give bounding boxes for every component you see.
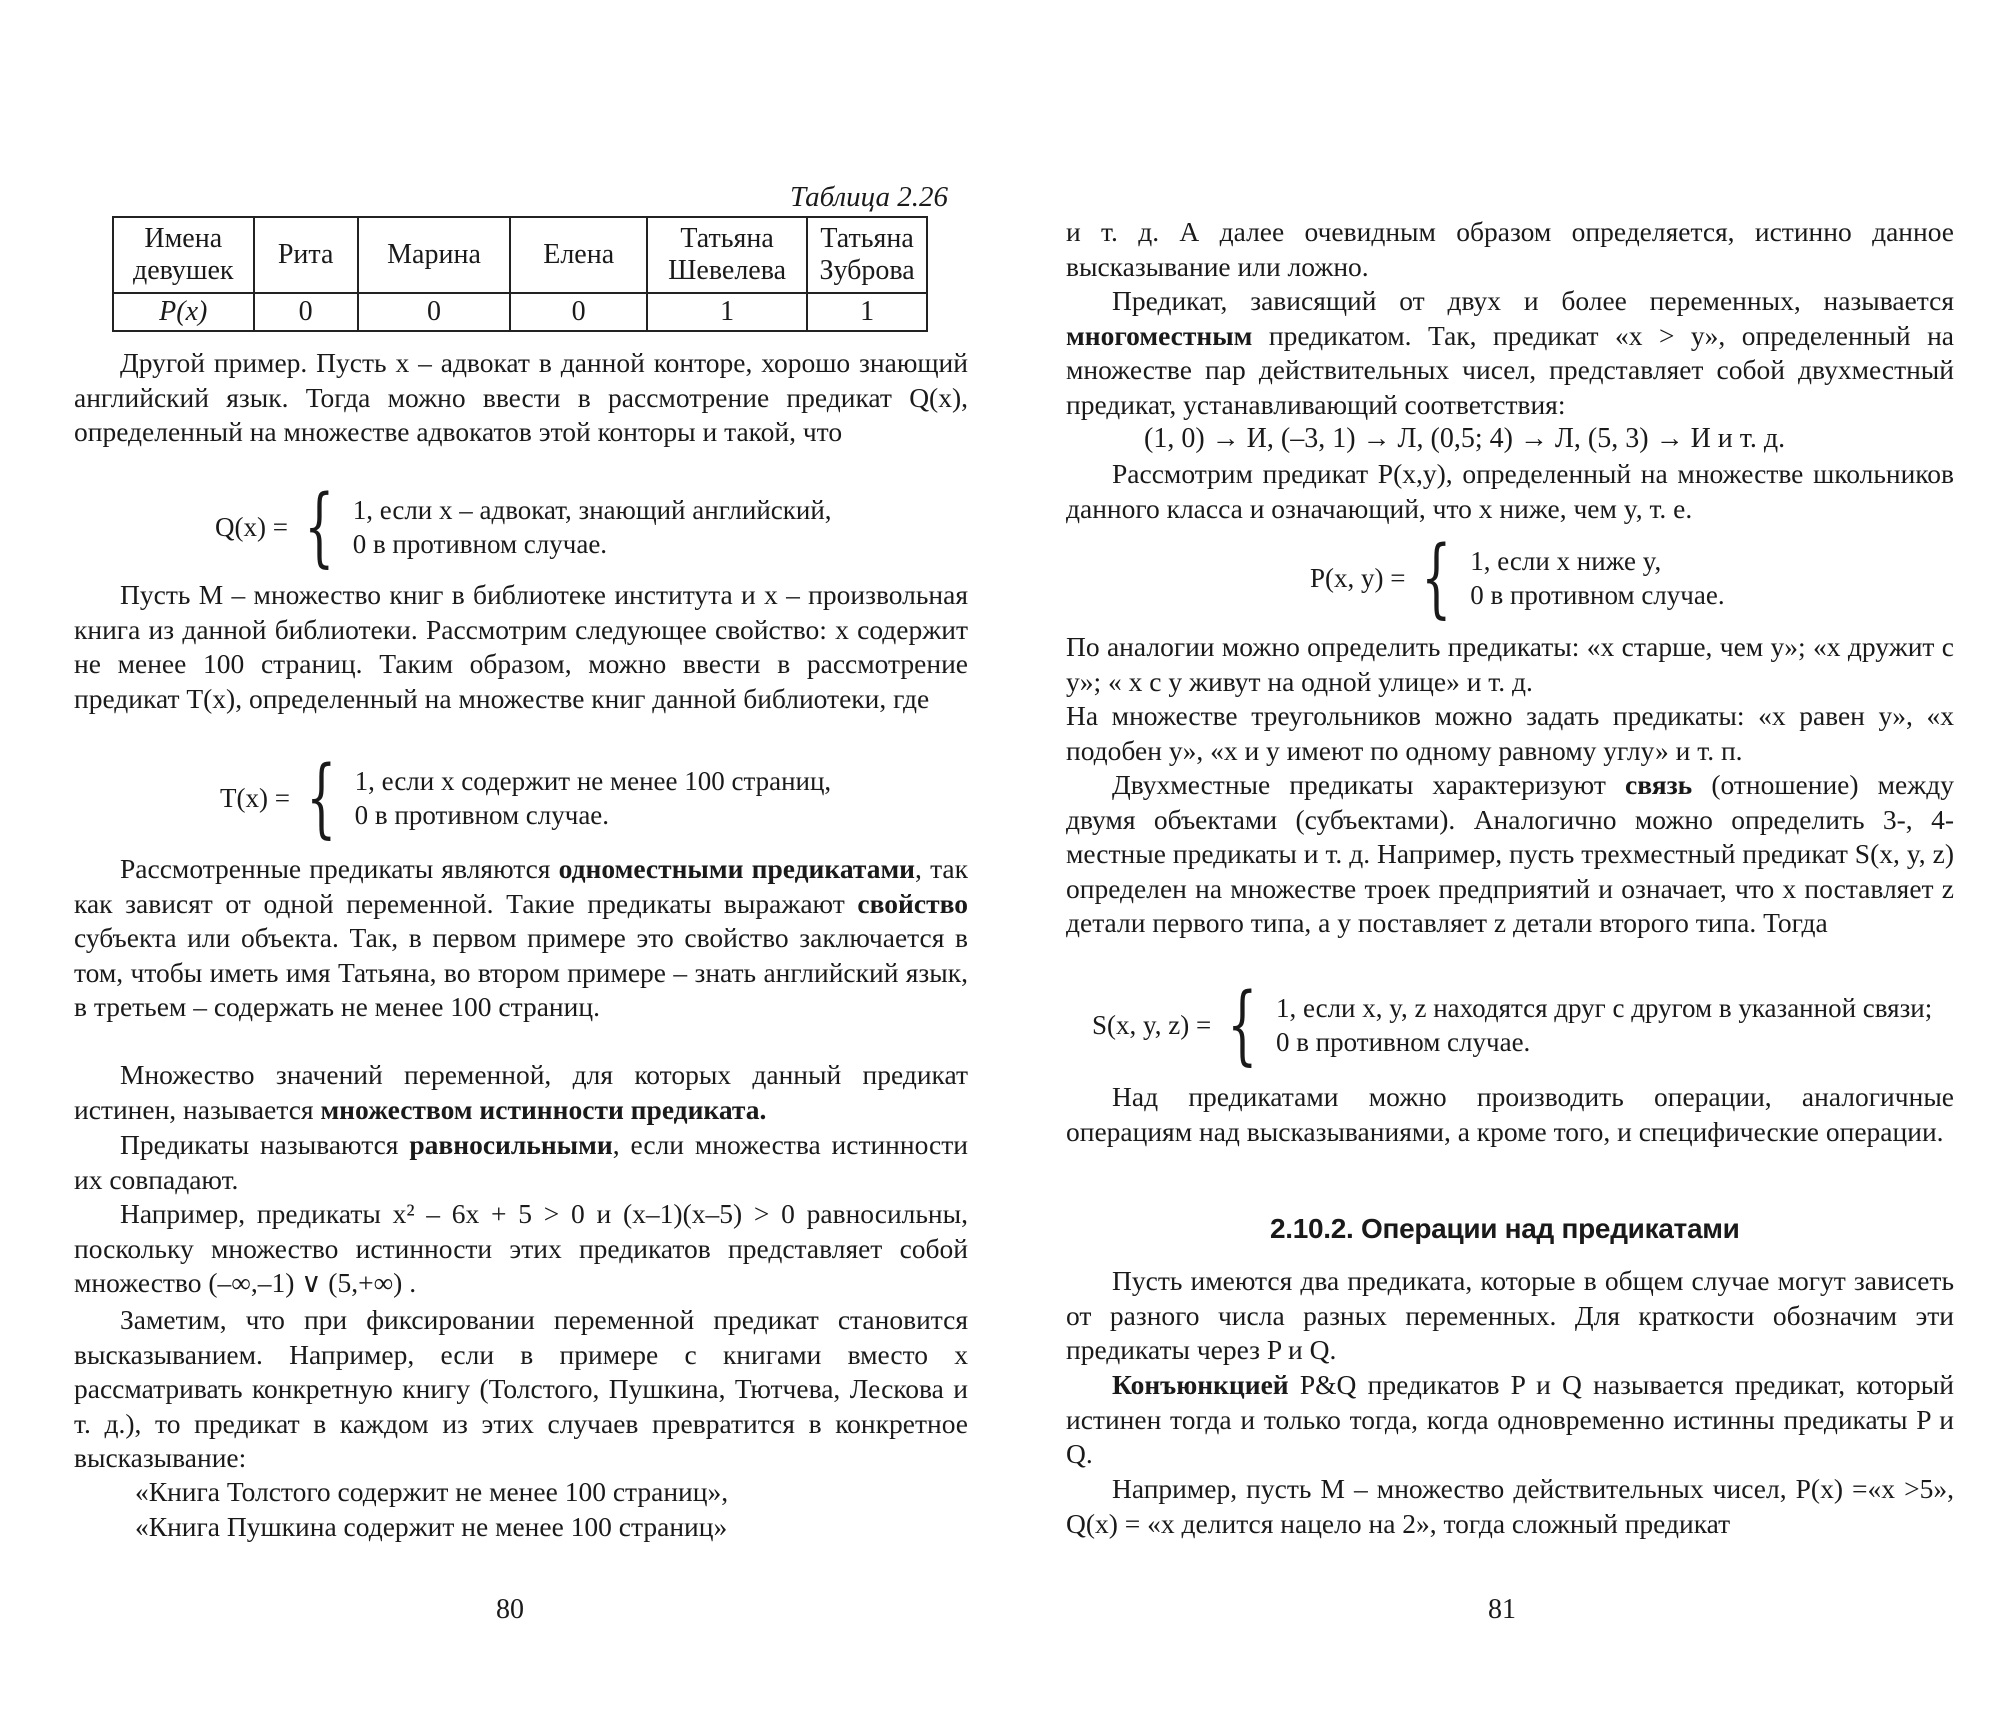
brace-icon: { bbox=[306, 748, 337, 848]
formula-case: 1, если x – адвокат, знающий английский, bbox=[352, 495, 832, 525]
bold-term: свойство bbox=[857, 887, 968, 919]
text-run: предикатом. Так, предикат «x > y», определенный на множестве пар действительных чисел, представляет собой двухместный предикат, устанавливающий соответствия: bbox=[1066, 319, 1955, 420]
paragraph bbox=[1066, 1368, 1954, 1472]
formula-case: 0 в противном случае. bbox=[354, 800, 610, 830]
paragraph bbox=[1066, 284, 1954, 422]
pairs-line: (1, 0) → И, (–3, 1) → Л, (0,5; 4) → Л, (5, 3) → И и т. д. bbox=[1144, 423, 1786, 454]
bold-term: Конъюнкцией bbox=[1112, 1369, 1289, 1400]
formula-q bbox=[215, 477, 832, 577]
table-cell: 0 bbox=[510, 293, 647, 331]
formula-cases bbox=[355, 764, 832, 832]
table-header-cell: Имена девушек bbox=[113, 217, 254, 293]
table-header-row bbox=[113, 217, 927, 293]
paragraph: По аналогии можно определить предикаты: «x старше, чем y»; «x дружит с y»; « x с y живут на одной улице» и т. д. bbox=[1066, 631, 1954, 697]
page-number: 81 bbox=[1488, 1594, 1516, 1625]
text-run: P&Q предикатов P и Q называется предикат, который истинен тогда и только тогда, когда одновременно истинны предикаты P и Q. bbox=[1066, 1369, 1954, 1469]
formula-s bbox=[1092, 975, 1933, 1075]
page-number: 80 bbox=[496, 1594, 524, 1625]
paragraph: Пусть имеются два предиката, которые в общем случае могут зависеть от разного числа разных переменных. Для краткости обозначим эти предикаты через P и Q. bbox=[1066, 1265, 1954, 1365]
paragraph: Рассмотрим предикат P(x,y), определенный на множестве школьников данного класса и означающий, что x ниже, чем y, т. е. bbox=[1066, 458, 1954, 524]
paragraph: Пусть M – множество книг в библиотеке института и x – произвольная книга из данной библиотеки. Рассмотрим следующее свойство: x содержит не менее 100 страниц. Таким образом, можно ввести в рассмотрение предикат T(x), определенный на множестве книг данной библиотеки, где bbox=[74, 579, 968, 714]
text-run: Двухместные предикаты характеризуют bbox=[1112, 769, 1606, 800]
bold-term: равносильными bbox=[409, 1129, 613, 1160]
paragraph bbox=[1066, 768, 1954, 941]
table-cell: 1 bbox=[807, 293, 927, 331]
paragraph: Над предикатами можно производить операции, аналогичные операциям над высказываниями, а кроме того, и специфические операции. bbox=[1066, 1081, 1954, 1147]
table-header-cell: Рита bbox=[254, 217, 358, 293]
brace-icon: { bbox=[1227, 975, 1258, 1075]
formula-cases bbox=[353, 493, 832, 561]
text-run: , если множества истинности их совпадают. bbox=[74, 1129, 968, 1195]
table-caption: Таблица 2.26 bbox=[790, 181, 948, 213]
formula-lhs: S(x, y, z) = bbox=[1092, 1010, 1212, 1040]
table-cell: 0 bbox=[254, 293, 358, 331]
quote-line: «Книга Толстого содержит не менее 100 страниц», bbox=[135, 1476, 729, 1507]
formula-case: 1, если x, y, z находятся друг с другом в указанной связи; bbox=[1275, 993, 1933, 1023]
formula-lhs: T(x) = bbox=[220, 783, 290, 813]
text-run: Множество значений переменной, для которых данный предикат истинен, называется bbox=[74, 1059, 968, 1125]
text-run: Предикат, зависящий от двух и более переменных, называется bbox=[1112, 285, 1954, 316]
section-heading: 2.10.2. Операции над предикатами bbox=[1270, 1213, 1740, 1244]
brace-icon: { bbox=[304, 477, 335, 577]
bold-term: связь bbox=[1625, 769, 1693, 800]
text-run: Предикаты называются bbox=[120, 1129, 399, 1160]
paragraph bbox=[74, 852, 968, 1025]
text-run: , так как зависят от одной переменной. Такие предикаты выражают bbox=[74, 853, 969, 919]
table-row-label: P(x) bbox=[113, 293, 254, 331]
paragraph bbox=[74, 1128, 968, 1197]
formula-case: 1, если x ниже y, bbox=[1470, 546, 1662, 576]
text-run: (отношение) между двумя объектами (субъектами). Аналогично можно определить 3-, 4-местные предикаты и т. д. Например, пусть трехместный предикат S(x, y, z) определен на множестве троек предприятий и означает, что x поставляет z детали первого типа, а y поставляет z детали второго типа. Тогда bbox=[1066, 769, 1954, 938]
right-page bbox=[1000, 0, 2000, 1715]
table-cell: 0 bbox=[358, 293, 511, 331]
girls-table bbox=[112, 216, 928, 332]
table-row bbox=[113, 293, 927, 331]
paragraph: Например, пусть M – множество действительных чисел, P(x) =«x >5», Q(x) = «x делится нацело на 2», тогда сложный предикат bbox=[1066, 1473, 1954, 1539]
text-run: Рассмотренные предикаты являются bbox=[120, 853, 551, 884]
formula-cases bbox=[1470, 544, 1724, 612]
formula-t bbox=[220, 748, 832, 848]
table-header-cell: Татьяна Зуброва bbox=[807, 217, 927, 293]
text-run: субъекта или объекта. Так, в первом примере это свойство заключается в том, чтобы иметь имя Татьяна, во втором примере – знать английский язык, в третьем – содержать не менее 100 страниц. bbox=[74, 922, 968, 1022]
paragraph: На множестве треугольников можно задать предикаты: «x равен y», «x подобен y», «x и y имеют по одному равному углу» и т. п. bbox=[1066, 700, 1954, 766]
bold-term: множеством истинности предиката. bbox=[320, 1093, 767, 1125]
paragraph bbox=[74, 1058, 968, 1127]
formula-p bbox=[1310, 528, 1725, 628]
formula-lhs: Q(x) = bbox=[215, 512, 288, 542]
formula-case: 0 в противном случае. bbox=[1275, 1027, 1531, 1057]
bold-term: многоместным bbox=[1066, 319, 1253, 351]
formula-lhs: P(x, y) = bbox=[1310, 563, 1406, 593]
bold-term: одноместными предикатами bbox=[558, 853, 916, 884]
brace-icon: { bbox=[1421, 528, 1452, 628]
paragraph: Заметим, что при фиксировании переменной предикат становится высказыванием. Например, если в примере с книгами вместо x рассматривать конкретную книгу (Толстого, Пушкина, Тютчева, Лескова и т. д.), то предикат в каждом из этих случаев превратится в конкретное высказывание: bbox=[74, 1304, 968, 1473]
table-header-cell: Елена bbox=[510, 217, 647, 293]
paragraph: Другой пример. Пусть x – адвокат в данной конторе, хорошо знающий английский язык. Тогда можно ввести в рассмотрение предикат Q(x), определенный на множестве адвокатов этой конторы и такой, что bbox=[74, 347, 968, 447]
formula-cases bbox=[1276, 991, 1932, 1059]
formula-case: 0 в противном случае. bbox=[352, 529, 608, 559]
paragraph: Например, предикаты x² – 6x + 5 > 0 и (x–1)(x–5) > 0 равносильны, поскольку множество истинности этих предикатов представляет собой множество (–∞,–1) ∨ (5,+∞) . bbox=[74, 1198, 968, 1298]
quote-line: «Книга Пушкина содержит не менее 100 страниц» bbox=[135, 1511, 728, 1542]
formula-case: 1, если x содержит не менее 100 страниц, bbox=[354, 766, 832, 796]
table-cell: 1 bbox=[647, 293, 807, 331]
table-header-cell: Татьяна Шевелева bbox=[647, 217, 807, 293]
paragraph: и т. д. А далее очевидным образом определяется, истинно данное высказывание или ложно. bbox=[1066, 216, 1954, 282]
formula-case: 0 в противном случае. bbox=[1470, 580, 1725, 610]
table-header-cell: Марина bbox=[358, 217, 511, 293]
